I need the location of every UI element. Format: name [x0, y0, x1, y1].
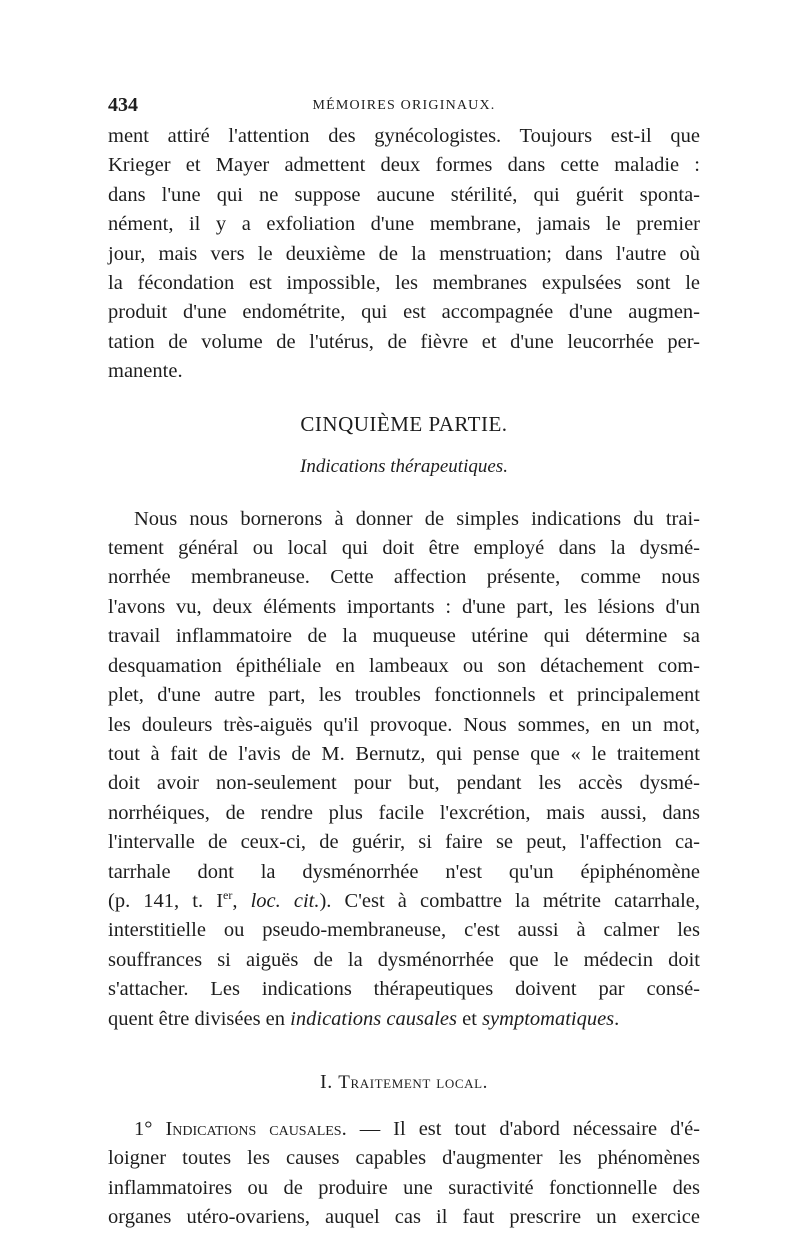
- page: [108, 92, 700, 1233]
- spacer: [108, 1097, 700, 1115]
- text-line: desquamation épithéliale en lambeaux ou son détachement com-: [108, 654, 700, 677]
- citation-pre: (p. 141, t. I: [108, 889, 224, 912]
- text-line: s'attacher. Les indications thérapeutiques doivent par consé-: [108, 978, 700, 1001]
- text-line: doit avoir non-seulement pour but, pendant les accès dysmé-: [108, 772, 700, 795]
- closing-italic-symptomatiques: symptomatiques: [482, 1007, 615, 1030]
- page-number: 434: [108, 94, 138, 116]
- text-line: Nous nous bornerons à donner de simples indications du trai-: [134, 507, 700, 530]
- text-line: inflammatoires ou de produire une suractivité fonctionnelle des: [108, 1176, 700, 1199]
- text-line: tout à fait de l'avis de M. Bernutz, qui pense que « le traitement: [108, 742, 700, 765]
- subsection-number: 1°: [134, 1117, 153, 1140]
- journal-title: MÉMOIRES ORIGINAUX.: [312, 98, 496, 113]
- text-line: norrhéiques, de rendre plus facile l'excrétion, mais aussi, dans: [108, 801, 700, 824]
- text-line: norrhée membraneuse. Cette affection présente, comme nous: [108, 566, 700, 589]
- text-line: manente.: [108, 360, 183, 383]
- running-head: [108, 92, 700, 122]
- text-line: les douleurs très-aiguës qu'il provoque. Nous sommes, en un mot,: [108, 713, 700, 736]
- subsection-lead: — Il est tout d'abord nécessaire d'é-: [346, 1117, 700, 1140]
- closing-italic-causales: indications causales: [290, 1007, 458, 1030]
- text-line: jour, mais vers le deuxième de la menstruation; dans l'autre où: [108, 242, 700, 265]
- part-heading: CINQUIÈME PARTIE.: [300, 411, 508, 436]
- text-line: travail inflammatoire de la muqueuse utérine qui détermine sa: [108, 625, 700, 648]
- intro-paragraph: [108, 122, 700, 387]
- section-title: Traitement local.: [338, 1071, 488, 1093]
- text-line: l'intervalle de ceux-ci, de guérir, si faire se peut, l'affection ca-: [108, 831, 700, 854]
- text-line: nément, il y a exfoliation d'une membrane, jamais le premier: [108, 213, 700, 236]
- subsection-title: Indications causales.: [165, 1117, 347, 1140]
- spacer: [108, 481, 700, 505]
- section-number: I.: [320, 1070, 333, 1093]
- closing-line: [108, 1005, 700, 1034]
- text-line: produit d'une endométrite, qui est accompagnée d'une augmen-: [108, 301, 700, 324]
- text-line: plet, d'une autre part, les troubles fonctionnels et principalement: [108, 684, 700, 707]
- closing-mid: et: [457, 1007, 483, 1030]
- subsection-lead-line: [108, 1115, 700, 1144]
- text-line: loigner toutes les causes capables d'augmenter les phénomènes: [108, 1147, 700, 1170]
- text-line: la fécondation est impossible, les membranes expulsées sont le: [108, 272, 700, 295]
- closing-pre: quent être divisées en: [108, 1007, 291, 1030]
- section-heading: [108, 1068, 700, 1097]
- closing-post: .: [614, 1007, 620, 1030]
- text-line: tarrhale dont la dysménorrhée n'est qu'un épiphénomène: [108, 860, 700, 883]
- text-line: l'avons vu, deux éléments importants : d'une part, les lésions d'un: [108, 595, 700, 618]
- part-subheading: Indications thérapeutiques.: [300, 455, 508, 477]
- text-line: tement général ou local qui doit être employé dans la dysmé-: [108, 537, 700, 560]
- text-line: dans l'une qui ne suppose aucune stérilité, qui guérit sponta-: [108, 183, 700, 206]
- citation-mid: ,: [232, 889, 251, 912]
- text-line: ment attiré l'attention des gynécologistes. Toujours est-il que: [108, 125, 700, 147]
- text-line: souffrances si aiguës de la dysménorrhée que le médecin doit: [108, 948, 700, 971]
- body-paragraph: [108, 505, 700, 1034]
- text-line: Krieger et Mayer admettent deux formes dans cette maladie :: [108, 154, 700, 177]
- text-line: tation de volume de l'utérus, de fièvre et d'une leucorrhée per-: [108, 330, 700, 353]
- text-line: interstitielle ou pseudo-membraneuse, c'est aussi à calmer les: [108, 919, 700, 942]
- text-line: organes utéro-ovariens, auquel cas il faut prescrire un exercice: [108, 1206, 700, 1229]
- citation-post: ). C'est à combattre la métrite catarrhale,: [319, 889, 700, 912]
- citation-loc-cit: loc. cit.: [250, 889, 320, 912]
- citation-sup: er: [223, 888, 233, 903]
- citation-line: [108, 887, 700, 916]
